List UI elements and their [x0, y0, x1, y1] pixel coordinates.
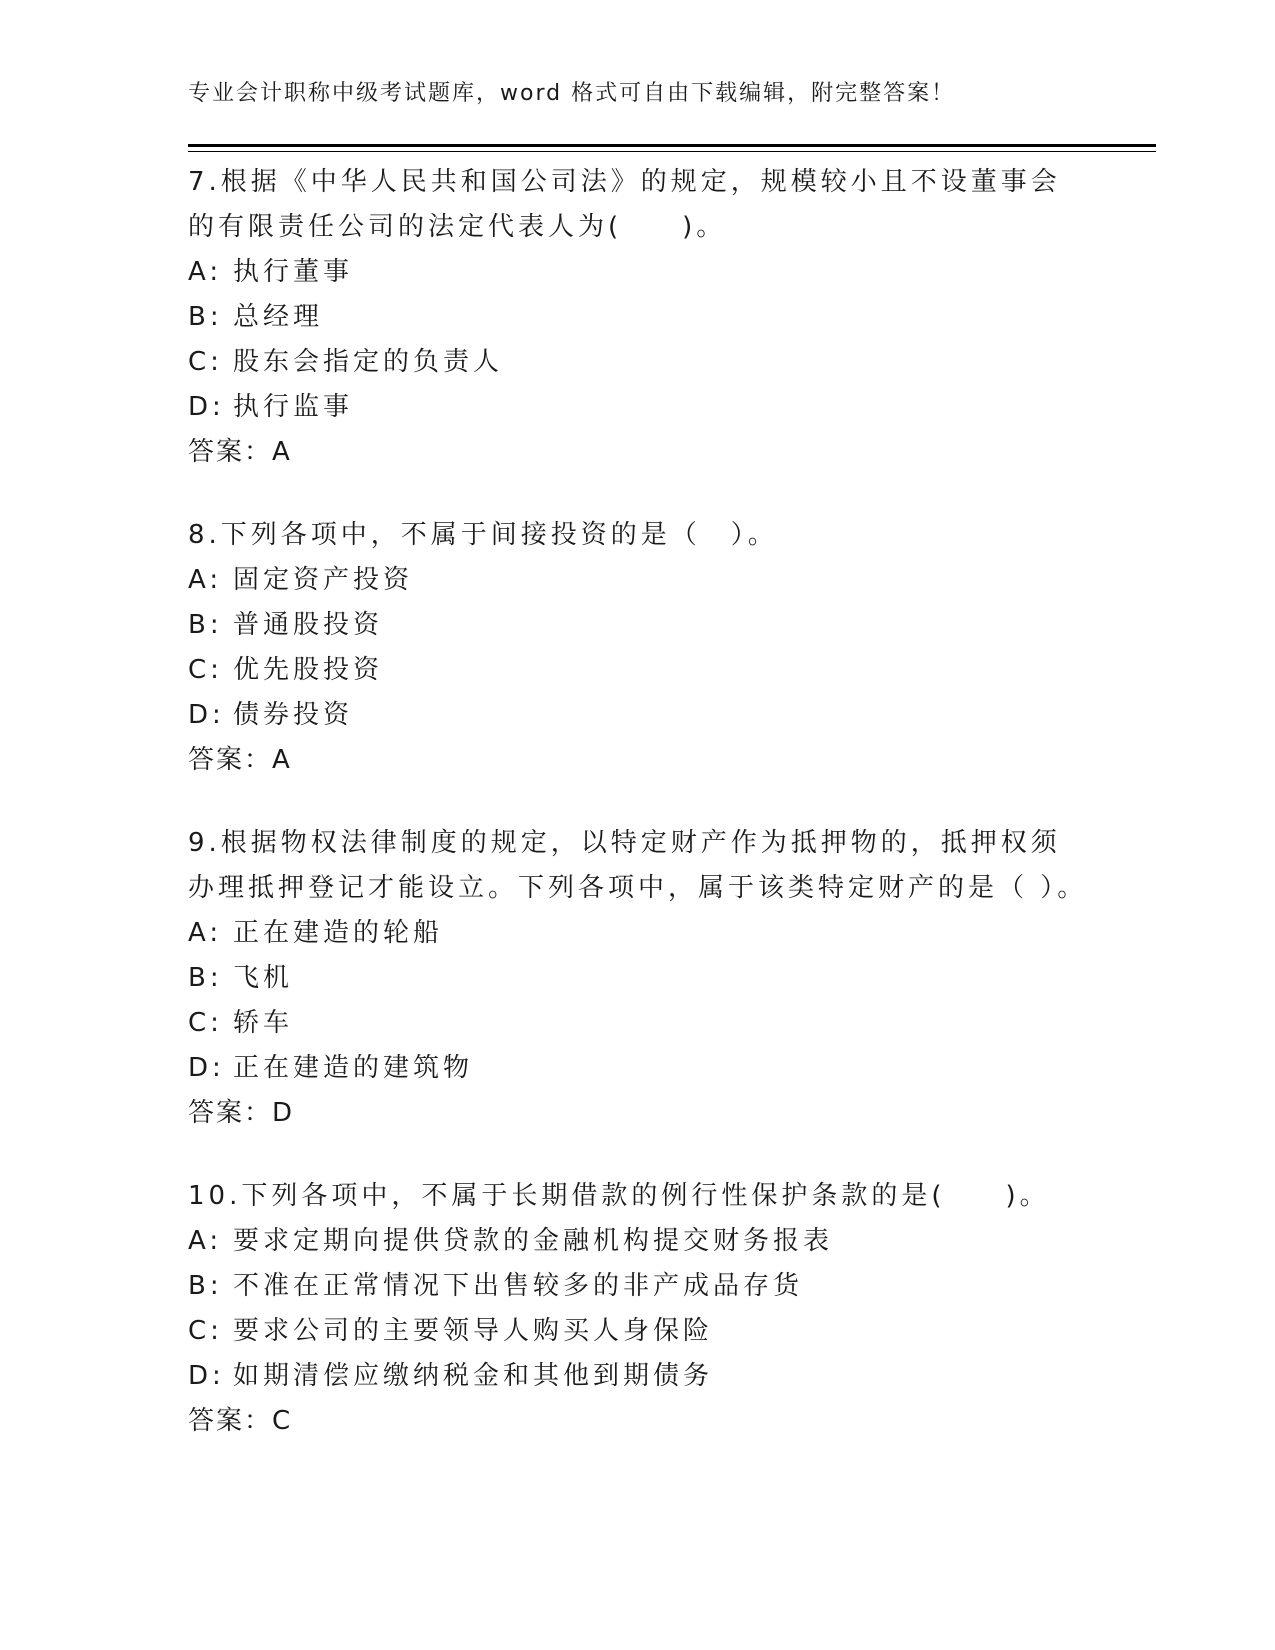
option-text: 股东会指定的负责人 [233, 347, 504, 377]
option-text: 不准在正常情况下出售较多的非产成品存货 [233, 1271, 804, 1301]
option-b [188, 603, 1088, 648]
option-text: 飞机 [233, 963, 294, 993]
answer-label: 答案： [188, 437, 273, 467]
question-stem: 8.下列各项中，不属于间接投资的是（ ）。 [188, 520, 778, 550]
answer-label: 答案： [188, 1406, 273, 1436]
option-c [188, 340, 1088, 385]
question-10 [188, 1174, 1088, 1444]
question-list [188, 160, 1088, 1482]
option-c [188, 1309, 1088, 1354]
option-key: D: [188, 1361, 225, 1391]
option-key: D: [188, 392, 225, 422]
option-text: 固定资产投资 [233, 565, 414, 595]
answer-label: 答案： [188, 1098, 273, 1128]
option-a [188, 250, 1088, 295]
option-key: C: [188, 1316, 223, 1346]
option-text: 总经理 [233, 302, 324, 332]
option-text: 如期清偿应缴纳税金和其他到期债务 [233, 1361, 714, 1391]
option-text: 轿车 [233, 1008, 294, 1038]
option-key: C: [188, 347, 223, 377]
option-key: A: [188, 918, 223, 948]
option-key: A: [188, 257, 223, 287]
option-text: 要求定期向提供贷款的金融机构提交财务报表 [233, 1226, 834, 1256]
option-key: B: [188, 1271, 223, 1301]
option-key: C: [188, 655, 223, 685]
answer-value: C [272, 1406, 293, 1436]
question-stem: 10.下列各项中，不属于长期借款的例行性保护条款的是( )。 [188, 1181, 1050, 1211]
option-text: 普通股投资 [233, 610, 384, 640]
question-8 [188, 513, 1088, 783]
option-a [188, 1219, 1088, 1264]
question-stem: 7.根据《中华人民共和国公司法》的规定，规模较小且不设董事会的有限责任公司的法定代表人为( )。 [188, 167, 1061, 242]
answer-line [188, 1399, 1088, 1444]
answer-value: A [272, 745, 292, 775]
option-key: B: [188, 610, 223, 640]
answer-line [188, 1091, 1088, 1136]
option-key: A: [188, 565, 223, 595]
option-text: 正在建造的建筑物 [233, 1053, 474, 1083]
question-9 [188, 821, 1088, 1136]
option-b [188, 295, 1088, 340]
option-text: 债券投资 [233, 700, 354, 730]
option-a [188, 911, 1088, 956]
answer-value: D [272, 1098, 295, 1128]
option-key: D: [188, 1053, 225, 1083]
option-b [188, 956, 1088, 1001]
option-key: A: [188, 1226, 223, 1256]
question-stem: 9.根据物权法律制度的规定，以特定财产作为抵押物的，抵押权须办理抵押登记才能设立。下列各项中，属于该类特定财产的是（ ）。 [188, 828, 1088, 903]
option-text: 优先股投资 [233, 655, 384, 685]
answer-line [188, 430, 1088, 475]
header-divider-thin [188, 151, 1156, 152]
answer-value: A [272, 437, 292, 467]
option-key: B: [188, 963, 223, 993]
option-text: 要求公司的主要领导人购买人身保险 [233, 1316, 714, 1346]
answer-label: 答案： [188, 745, 273, 775]
page-header: 专业会计职称中级考试题库，word 格式可自由下载编辑，附完整答案！ [188, 81, 956, 106]
question-7 [188, 160, 1088, 475]
answer-line [188, 738, 1088, 783]
option-text: 正在建造的轮船 [233, 918, 444, 948]
option-d [188, 1046, 1088, 1091]
option-c [188, 1001, 1088, 1046]
option-text: 执行董事 [233, 257, 354, 287]
option-c [188, 648, 1088, 693]
header-divider-thick [188, 144, 1156, 147]
option-text: 执行监事 [233, 392, 354, 422]
option-key: D: [188, 700, 225, 730]
option-d [188, 1354, 1088, 1399]
option-key: B: [188, 302, 223, 332]
option-b [188, 1264, 1088, 1309]
option-d [188, 693, 1088, 738]
option-key: C: [188, 1008, 223, 1038]
option-d [188, 385, 1088, 430]
option-a [188, 558, 1088, 603]
